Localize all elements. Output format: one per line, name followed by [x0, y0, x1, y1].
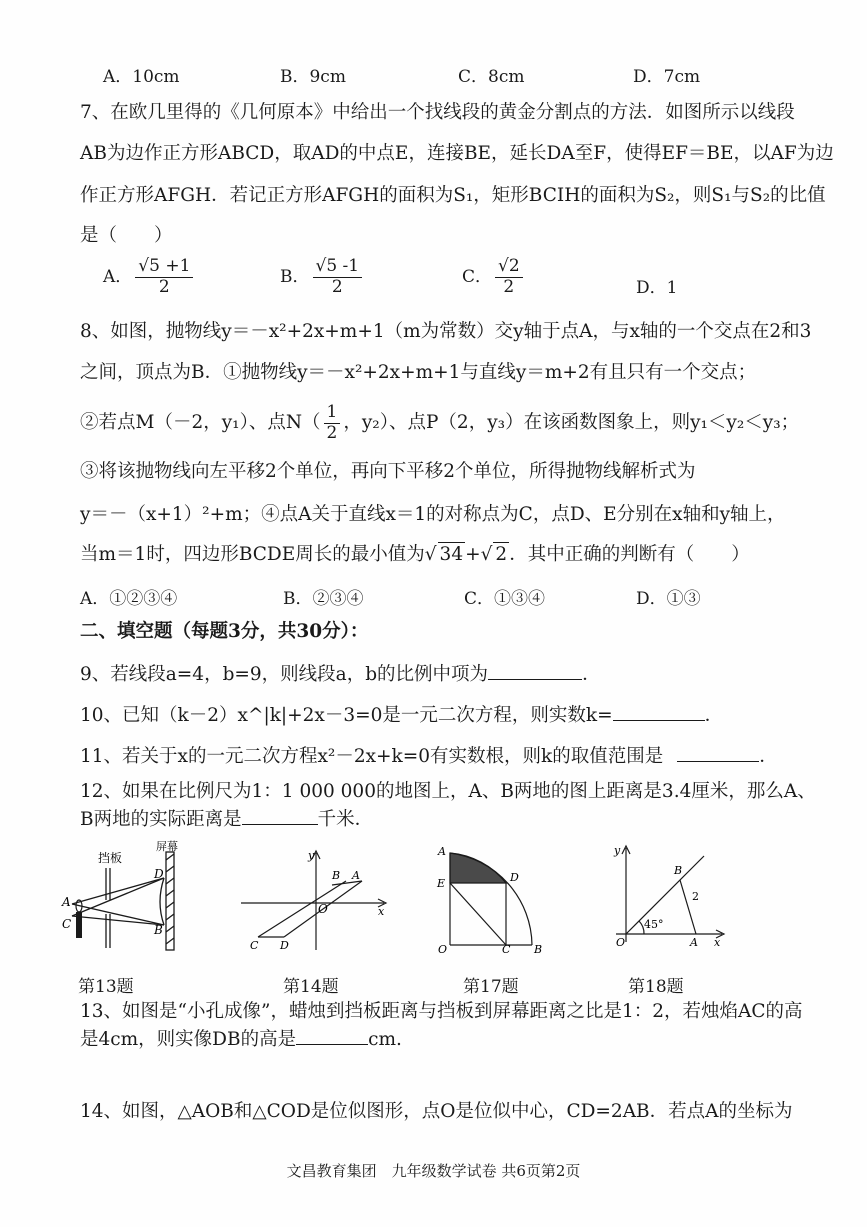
sqrt-sign: √	[424, 544, 437, 565]
q7-option-a-denominator: 2	[158, 276, 170, 297]
figure-14-axis-x: x	[378, 905, 385, 918]
figure-14-point-b: B	[332, 869, 341, 882]
figure-13-point-c: C	[62, 917, 72, 931]
q7-option-c	[462, 258, 526, 297]
q14-line-1: 14、如图，△AOB和△COD是位似图形，点O是位似中心，CD=2AB．若点A的坐标为	[80, 1101, 793, 1122]
q9	[80, 661, 601, 687]
q8-root-34: 34	[439, 544, 464, 565]
figure-13-point-d: D	[154, 867, 164, 881]
q7-option-b	[280, 258, 365, 297]
figure-14-point-d: D	[280, 939, 289, 952]
figure-14-point-a: A	[352, 869, 360, 882]
figure-14-similar-triangles	[236, 845, 396, 955]
figure-14-point-o: O	[318, 902, 328, 916]
q7-option-a-fraction	[135, 258, 193, 297]
q8-line-6-end: ．其中正确的判断有（ ）	[509, 544, 750, 565]
figure-17-point-a: A	[438, 845, 446, 858]
figure-18-axis-x: x	[714, 936, 721, 949]
q12-line-2	[80, 806, 373, 832]
figure-14-point-c: C	[250, 939, 259, 952]
q7-option-c-numerator: √2	[495, 258, 523, 278]
q7-option-a	[103, 258, 196, 297]
q7-option-d: D．1	[636, 278, 678, 298]
figure-14-axis-y: y	[308, 849, 315, 862]
q8-fraction-half	[324, 401, 341, 443]
q10-end: ．	[704, 705, 724, 726]
q10-answer-blank	[613, 702, 705, 721]
figure-13-caption: 第13题	[78, 977, 134, 997]
figure-18-point-a: A	[690, 936, 698, 949]
sqrt-sign: √	[480, 544, 493, 565]
q8-option-c: C．①③④	[464, 589, 546, 609]
q10-text: 10、已知（k－2）x^|k|+2x－3=0是一元二次方程，则实数k=	[80, 705, 613, 726]
figure-17-point-o: O	[438, 943, 448, 955]
page-footer: 文昌教育集团 九年级数学试卷 共6页第2页	[286, 1162, 581, 1180]
figure-14-caption: 第14题	[283, 977, 339, 997]
q7-option-b-denominator: 2	[331, 276, 343, 297]
figure-18-angle-label: 45°	[644, 918, 664, 931]
q8-line-2: 之间，顶点为B．①抛物线y＝－x²+2x+m+1与直线y＝m+2有且只有一个交点；	[80, 362, 757, 383]
q7-option-b-fraction	[313, 258, 363, 297]
q13-line-1: 13、如图是“小孔成像”，蜡烛到挡板距离与挡板到屏幕距离之比是1：2，若烛焰AC的高	[80, 1001, 803, 1022]
figure-13-point-a: A	[62, 895, 71, 909]
q8-line-3-start: ②若点M（－2，y₁）、点N（	[80, 412, 321, 433]
q7-line-2: AB为边作正方形ABCD，取AD的中点E，连接BE，延长DA至F，使得EF＝BE，以AF为边	[80, 143, 834, 164]
q8-fraction-denominator: 2	[326, 422, 338, 443]
figure-18-length-label: 2	[692, 890, 699, 903]
q11	[80, 743, 778, 769]
q7-option-c-fraction	[495, 258, 523, 297]
q8-line-3-end: ，y₂）、点P（2，y₃）在该函数图象上，则y₁＜y₂＜y₃；	[343, 412, 800, 433]
q9-end: ．	[582, 664, 601, 685]
q8-line-6	[80, 542, 750, 567]
q12-answer-blank	[242, 806, 318, 825]
figure-18-caption: 第18题	[628, 977, 684, 997]
q6-option-c: C．8cm	[458, 67, 525, 87]
q8-option-d: D．①③	[636, 589, 701, 609]
q11-text: 11、若关于x的一元二次方程x²－2x+k=0有实数根，则k的取值范围是	[80, 746, 664, 767]
q8-line-3	[80, 400, 799, 446]
figure-17-caption: 第17题	[463, 977, 519, 997]
q12-text: B两地的实际距离是	[80, 809, 242, 830]
q8-option-a: A．①②③④	[80, 589, 178, 609]
q13-answer-blank	[296, 1026, 368, 1045]
figure-17-point-b: B	[534, 943, 543, 955]
figure-13-point-b: B	[154, 923, 163, 937]
q8-fraction-numerator: 1	[324, 404, 341, 424]
q12-line-1: 12、如果在比例尺为1：1 000 000的地图上，A、B两地的图上距离是3.4厘米，那么A、	[80, 781, 816, 802]
q7-line-3: 作正方形AFGH．若记正方形AFGH的面积为S₁，矩形BCIH的面积为S₂，则S₁与S₂的比值	[80, 185, 826, 206]
q9-text: 9、若线段a=4，b=9，则线段a，b的比例中项为	[80, 664, 489, 685]
q7-option-a-numerator: √5 +1	[135, 258, 193, 278]
q8-option-b: B．②③④	[283, 589, 364, 609]
q7-option-b-numerator: √5 -1	[313, 258, 363, 278]
figure-18-point-b: B	[674, 864, 683, 877]
figure-17-point-c: C	[502, 943, 511, 955]
q8-root-2: 2	[495, 544, 508, 565]
figure-17-point-d: D	[510, 871, 519, 884]
q13-line-2	[80, 1026, 402, 1052]
figure-13-pinhole	[60, 840, 190, 955]
q8-line-4: ③将该抛物线向左平移2个单位，再向下平移2个单位，所得抛物线解析式为	[80, 461, 696, 482]
figure-18-axis-y: y	[614, 844, 621, 857]
figure-13-label-screen: 屏幕	[156, 840, 178, 853]
q11-answer-blank	[677, 743, 759, 762]
q13-end: cm.	[368, 1029, 402, 1050]
q9-answer-blank	[488, 661, 582, 680]
q8-line-5: y＝－（x+1）²+m；④点A关于直线x＝1的对称点为C，点D、E分别在x轴和y轴上，	[80, 504, 786, 525]
figure-18-point-o: O	[616, 936, 626, 949]
q7-option-b-label: B．	[280, 266, 310, 287]
figure-17-point-e: E	[437, 877, 446, 890]
q10	[80, 702, 723, 728]
figure-13-label-baffle: 挡板	[98, 851, 123, 865]
q6-option-a: A．10cm	[103, 67, 180, 87]
q11-end: ．	[759, 746, 778, 767]
figure-17-quarter-circle	[436, 845, 556, 955]
q8-plus: +	[465, 544, 481, 565]
q6-option-b: B．9cm	[280, 67, 346, 87]
q8-line-6-start: 当m＝1时，四边形BCDE周长的最小值为	[80, 544, 425, 565]
section-2-heading: 二、填空题（每题3分，共30分）：	[80, 621, 369, 642]
q7-option-c-denominator: 2	[503, 276, 515, 297]
q8-line-1: 8、如图，抛物线y＝－x²+2x+m+1（m为常数）交y轴于点A，与x轴的一个交点在2和3	[80, 321, 812, 342]
q7-option-c-label: C．	[462, 266, 493, 287]
q7-option-a-label: A．	[103, 266, 133, 287]
figure-18-right-triangle	[600, 840, 730, 955]
q7-line-1: 7、在欧几里得的《几何原本》中给出一个找线段的黄金分割点的方法．如图所示以线段	[80, 102, 795, 123]
q12-end: 千米．	[317, 809, 374, 830]
q13-text: 是4cm，则实像DB的高是	[80, 1029, 297, 1050]
q6-option-d: D．7cm	[633, 67, 701, 87]
q7-line-4: 是（ ）	[80, 225, 173, 246]
